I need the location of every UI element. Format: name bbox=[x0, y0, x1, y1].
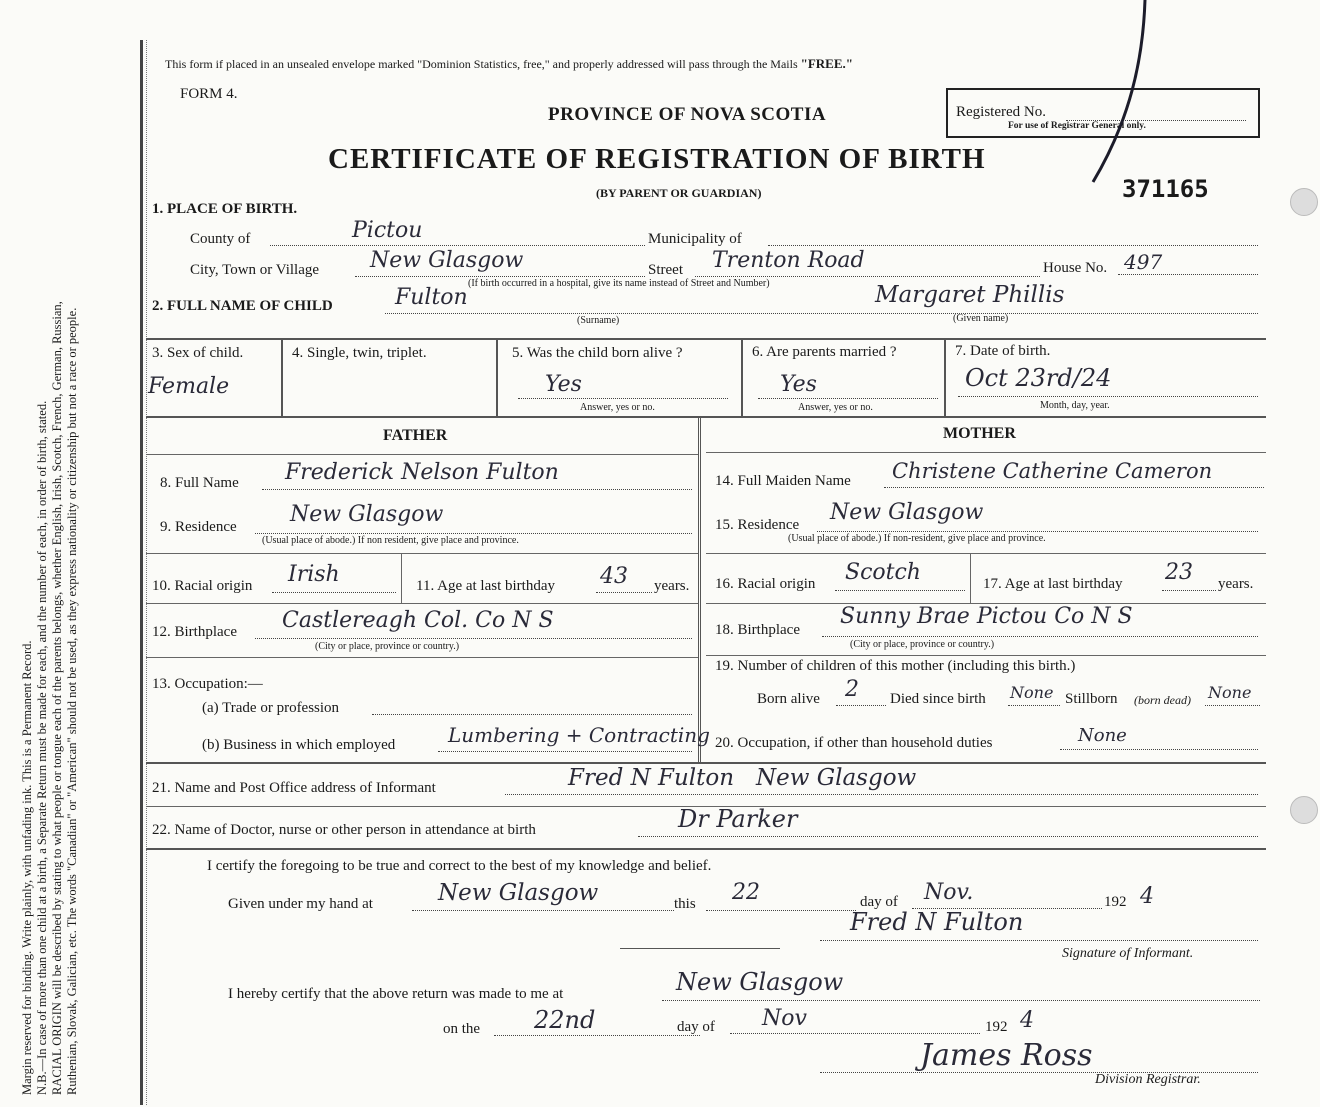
divider-alive-married bbox=[741, 338, 743, 416]
father-age-underline bbox=[596, 592, 652, 593]
registrar-day-underline bbox=[494, 1035, 700, 1036]
married-caption: Answer, yes or no. bbox=[798, 402, 873, 413]
registrar-check-mark bbox=[1085, 0, 1165, 190]
mother-racial-value[interactable]: Scotch bbox=[845, 560, 921, 585]
father-rule-birthplace bbox=[146, 603, 698, 604]
mother-racial-age-divider bbox=[970, 553, 971, 603]
informant-label: 21. Name and Post Office address of Informant bbox=[152, 780, 436, 796]
divider-sex-single bbox=[281, 338, 283, 416]
stamp-number: 371165 bbox=[1122, 175, 1209, 203]
given-place-value[interactable]: New Glasgow bbox=[438, 880, 599, 906]
father-name-underline bbox=[262, 489, 692, 490]
married-label: 6. Are parents married ? bbox=[752, 344, 897, 360]
father-years-label: years. bbox=[654, 578, 690, 594]
mother-age-label: 17. Age at last birthday bbox=[983, 576, 1123, 592]
doctor-underline bbox=[638, 836, 1258, 837]
street-value[interactable]: Trenton Road bbox=[712, 248, 865, 273]
margin-note-racial-origin: RACIAL ORIGIN will be described by stating to what people or tongue each of the parents belongs, whether English, Irish, Scotch, French, German, Russian, bbox=[50, 301, 64, 1095]
dob-caption: Month, day, year. bbox=[1040, 400, 1110, 411]
father-racial-value[interactable]: Irish bbox=[288, 562, 340, 587]
page-title: CERTIFICATE OF REGISTRATION OF BIRTH bbox=[328, 143, 986, 175]
mother-residence-value[interactable]: New Glasgow bbox=[830, 500, 984, 525]
city-label: City, Town or Village bbox=[190, 262, 320, 278]
stillborn-value[interactable]: None bbox=[1208, 683, 1252, 702]
house-label: House No. bbox=[1043, 260, 1108, 276]
registrar-year-prefix: 192 bbox=[985, 1019, 1008, 1035]
province-heading: PROVINCE OF NOVA SCOTIA bbox=[548, 104, 827, 125]
mother-name-underline bbox=[884, 487, 1264, 488]
county-label: County of bbox=[190, 231, 251, 247]
died-value[interactable]: None bbox=[1010, 683, 1054, 702]
mother-age-underline bbox=[1162, 590, 1216, 591]
doctor-label: 22. Name of Doctor, nurse or other person in attendance at birth bbox=[152, 822, 536, 838]
registrar-signature[interactable]: James Ross bbox=[920, 1038, 1093, 1073]
county-underline bbox=[270, 245, 645, 246]
certification-statement: I certify the foregoing to be true and correct to the best of my knowledge and belief. bbox=[207, 858, 712, 874]
informant-signature-caption: Signature of Informant. bbox=[1062, 946, 1194, 961]
father-birthplace-caption: (City or place, province or country.) bbox=[315, 641, 460, 652]
registrar-month-underline bbox=[730, 1033, 980, 1034]
mother-racial-underline bbox=[835, 590, 965, 591]
child-surname-value[interactable]: Fulton bbox=[395, 285, 468, 310]
registrar-day-of-label: day of bbox=[677, 1019, 715, 1035]
row-divider-bottom bbox=[146, 416, 1266, 418]
registrar-year-digit[interactable]: 4 bbox=[1020, 1008, 1034, 1033]
father-name-value[interactable]: Frederick Nelson Fulton bbox=[285, 460, 559, 485]
house-value[interactable]: 497 bbox=[1124, 250, 1163, 274]
doctor-value[interactable]: Dr Parker bbox=[678, 805, 798, 833]
dob-value[interactable]: Oct 23rd/24 bbox=[965, 364, 1112, 392]
born-alive-value[interactable]: Yes bbox=[545, 372, 582, 397]
mother-occupation-underline bbox=[1060, 749, 1258, 750]
mother-birthplace-label: 18. Birthplace bbox=[715, 622, 800, 638]
divider-married-dob bbox=[944, 338, 946, 416]
given-month-value[interactable]: Nov. bbox=[924, 880, 974, 905]
informant-signature[interactable]: Fred N Fulton bbox=[850, 908, 1024, 936]
born-alive-underline bbox=[518, 398, 728, 399]
registrar-caption: Division Registrar. bbox=[1095, 1072, 1201, 1087]
informant-value[interactable]: Fred N Fulton New Glasgow bbox=[568, 765, 917, 791]
child-name-underline bbox=[385, 313, 1258, 314]
municipality-field[interactable] bbox=[768, 245, 1258, 246]
row-divider-top bbox=[146, 338, 1266, 340]
died-label: Died since birth bbox=[890, 691, 986, 707]
father-racial-underline bbox=[272, 592, 396, 593]
margin-note-multiple-births: N.B.—In case of more than one child at a birth, a Separate Return must be made for each, and the number of each, in order of birth, stated. bbox=[35, 400, 49, 1095]
mother-age-value[interactable]: 23 bbox=[1165, 560, 1193, 585]
page-subtitle: (BY PARENT OR GUARDIAN) bbox=[596, 186, 762, 200]
house-underline bbox=[1118, 274, 1258, 275]
county-value[interactable]: Pictou bbox=[352, 218, 423, 243]
died-underline bbox=[1008, 705, 1060, 706]
city-value[interactable]: New Glasgow bbox=[370, 248, 524, 273]
mother-occupation-label: 20. Occupation, if other than household duties bbox=[715, 735, 993, 751]
mother-heading-rule bbox=[706, 452, 1266, 453]
binding-hole-top bbox=[1290, 188, 1318, 216]
street-label: Street bbox=[648, 262, 683, 278]
hospital-note: (If birth occurred in a hospital, give its name instead of Street and Number) bbox=[468, 278, 770, 289]
child-name-label: 2. FULL NAME OF CHILD bbox=[152, 298, 333, 314]
given-year-prefix: 192 bbox=[1104, 894, 1127, 910]
given-place-underline bbox=[412, 910, 674, 911]
trade-field[interactable] bbox=[372, 714, 692, 715]
father-mother-divider bbox=[698, 416, 701, 762]
father-rule-occupation bbox=[146, 657, 698, 658]
given-day-underline bbox=[706, 910, 856, 911]
father-birthplace-label: 12. Birthplace bbox=[152, 624, 237, 640]
city-underline bbox=[355, 276, 645, 277]
single-twin-label: 4. Single, twin, triplet. bbox=[292, 345, 427, 361]
form-number: FORM 4. bbox=[180, 86, 238, 102]
father-name-label: 8. Full Name bbox=[160, 475, 239, 491]
father-racial-age-divider bbox=[401, 553, 402, 603]
father-birthplace-underline bbox=[255, 638, 692, 639]
registrar-day-value[interactable]: 22nd bbox=[534, 1006, 596, 1034]
stillborn-sub-label: (born dead) bbox=[1134, 693, 1191, 707]
father-racial-label: 10. Racial origin bbox=[152, 578, 253, 594]
dob-label: 7. Date of birth. bbox=[955, 343, 1051, 359]
mother-years-label: years. bbox=[1218, 576, 1254, 592]
mother-birthplace-caption: (City or place, province or country.) bbox=[850, 639, 995, 650]
margin-note-binding: Margin reserved for binding. Write plainly, with unfading ink. This is a Permanent Record. bbox=[20, 640, 34, 1095]
stillborn-label: Stillborn bbox=[1065, 691, 1118, 707]
father-residence-value[interactable]: New Glasgow bbox=[290, 502, 444, 527]
mother-name-value[interactable]: Christene Catherine Cameron bbox=[892, 459, 1213, 483]
margin-note-racial-origin-cont: Ruthenian, Slovak, Galician, etc. The words "Canadian" or "American" should not be used, as they express nationality or citizenship but not a race or people. bbox=[65, 307, 79, 1095]
registrar-on-the-label: on the bbox=[443, 1021, 481, 1037]
registrar-month-value[interactable]: Nov bbox=[762, 1006, 807, 1031]
given-under-label: Given under my hand at bbox=[228, 896, 373, 912]
father-age-value[interactable]: 43 bbox=[600, 564, 628, 589]
born-alive-label: 5. Was the child born alive ? bbox=[512, 345, 683, 361]
registrar-place-value[interactable]: New Glasgow bbox=[676, 968, 844, 996]
postage-free: "FREE." bbox=[800, 56, 853, 71]
street-underline bbox=[695, 276, 1040, 277]
given-year-digit[interactable]: 4 bbox=[1140, 884, 1154, 909]
mother-occupation-value[interactable]: None bbox=[1078, 725, 1127, 746]
postage-note-text: This form if placed in an unsealed envelope marked "Dominion Statistics, free," and properly addressed will pass through the Mails bbox=[165, 57, 801, 71]
mother-birthplace-underline bbox=[822, 636, 1258, 637]
married-value[interactable]: Yes bbox=[780, 372, 817, 397]
given-day-value[interactable]: 22 bbox=[732, 880, 760, 905]
mother-residence-underline bbox=[817, 531, 1258, 532]
children-count-label: 19. Number of children of this mother (including this birth.) bbox=[715, 658, 1076, 674]
registrar-statement: I hereby certify that the above return was made to me at bbox=[228, 986, 564, 1002]
mother-residence-label: 15. Residence bbox=[715, 517, 800, 533]
born-alive-count-label: Born alive bbox=[757, 691, 820, 707]
father-heading-rule bbox=[146, 454, 698, 455]
business-label: (b) Business in which employed bbox=[202, 737, 396, 753]
signature-separator bbox=[620, 948, 780, 949]
born-alive-count-value[interactable]: 2 bbox=[845, 677, 859, 702]
business-value[interactable]: Lumbering + Contracting bbox=[448, 723, 710, 747]
father-residence-label: 9. Residence bbox=[160, 519, 237, 535]
sex-label: 3. Sex of child. bbox=[152, 345, 244, 361]
surname-caption: (Surname) bbox=[577, 315, 620, 326]
form-perforation bbox=[146, 40, 147, 1105]
municipality-label: Municipality of bbox=[648, 231, 742, 247]
child-given-name-value[interactable]: Margaret Phillis bbox=[875, 282, 1065, 308]
married-underline bbox=[758, 398, 938, 399]
father-age-label: 11. Age at last birthday bbox=[416, 578, 555, 594]
trade-label: (a) Trade or profession bbox=[202, 700, 340, 716]
stillborn-underline bbox=[1205, 705, 1260, 706]
mother-birthplace-value[interactable]: Sunny Brae Pictou Co N S bbox=[840, 604, 1133, 629]
father-occupation-label: 13. Occupation:— bbox=[152, 676, 263, 692]
registered-label: Registered No. bbox=[956, 104, 1046, 120]
registrar-use-note: For use of Registrar General only. bbox=[1008, 121, 1146, 131]
father-rule-racial bbox=[146, 553, 698, 554]
sex-value[interactable]: Female bbox=[148, 374, 230, 399]
given-this-label: this bbox=[674, 896, 696, 912]
divider-single-alive bbox=[496, 338, 498, 416]
business-underline bbox=[438, 751, 692, 752]
born-alive-caption: Answer, yes or no. bbox=[580, 402, 655, 413]
informant-underline bbox=[505, 794, 1258, 795]
given-day-of-label: day of bbox=[860, 894, 898, 910]
row-divider-informant bbox=[146, 762, 1266, 764]
informant-signature-line bbox=[820, 940, 1258, 941]
mother-rule-children bbox=[706, 655, 1266, 656]
mother-racial-label: 16. Racial origin bbox=[715, 576, 816, 592]
binding-hole-bottom bbox=[1290, 796, 1318, 824]
mother-rule-racial bbox=[706, 553, 1266, 554]
born-alive-count-underline bbox=[836, 705, 886, 706]
margin-instructions bbox=[20, 15, 80, 1095]
postage-note bbox=[165, 56, 853, 72]
place-of-birth-label: 1. PLACE OF BIRTH. bbox=[152, 201, 298, 217]
father-heading: FATHER bbox=[383, 427, 448, 444]
father-residence-caption: (Usual place of abode.) If non resident, give place and province. bbox=[262, 535, 519, 546]
row-divider-certification bbox=[146, 848, 1266, 850]
mother-residence-caption: (Usual place of abode.) If non-resident, give place and province. bbox=[788, 533, 1046, 544]
form-left-border bbox=[140, 40, 143, 1105]
father-residence-underline bbox=[255, 533, 692, 534]
mother-name-label: 14. Full Maiden Name bbox=[715, 473, 851, 489]
dob-underline bbox=[958, 396, 1258, 397]
mother-heading: MOTHER bbox=[943, 425, 1016, 442]
father-birthplace-value[interactable]: Castlereagh Col. Co N S bbox=[282, 608, 554, 633]
given-name-caption: (Given name) bbox=[953, 313, 1009, 324]
registrar-place-underline bbox=[662, 1000, 1260, 1001]
